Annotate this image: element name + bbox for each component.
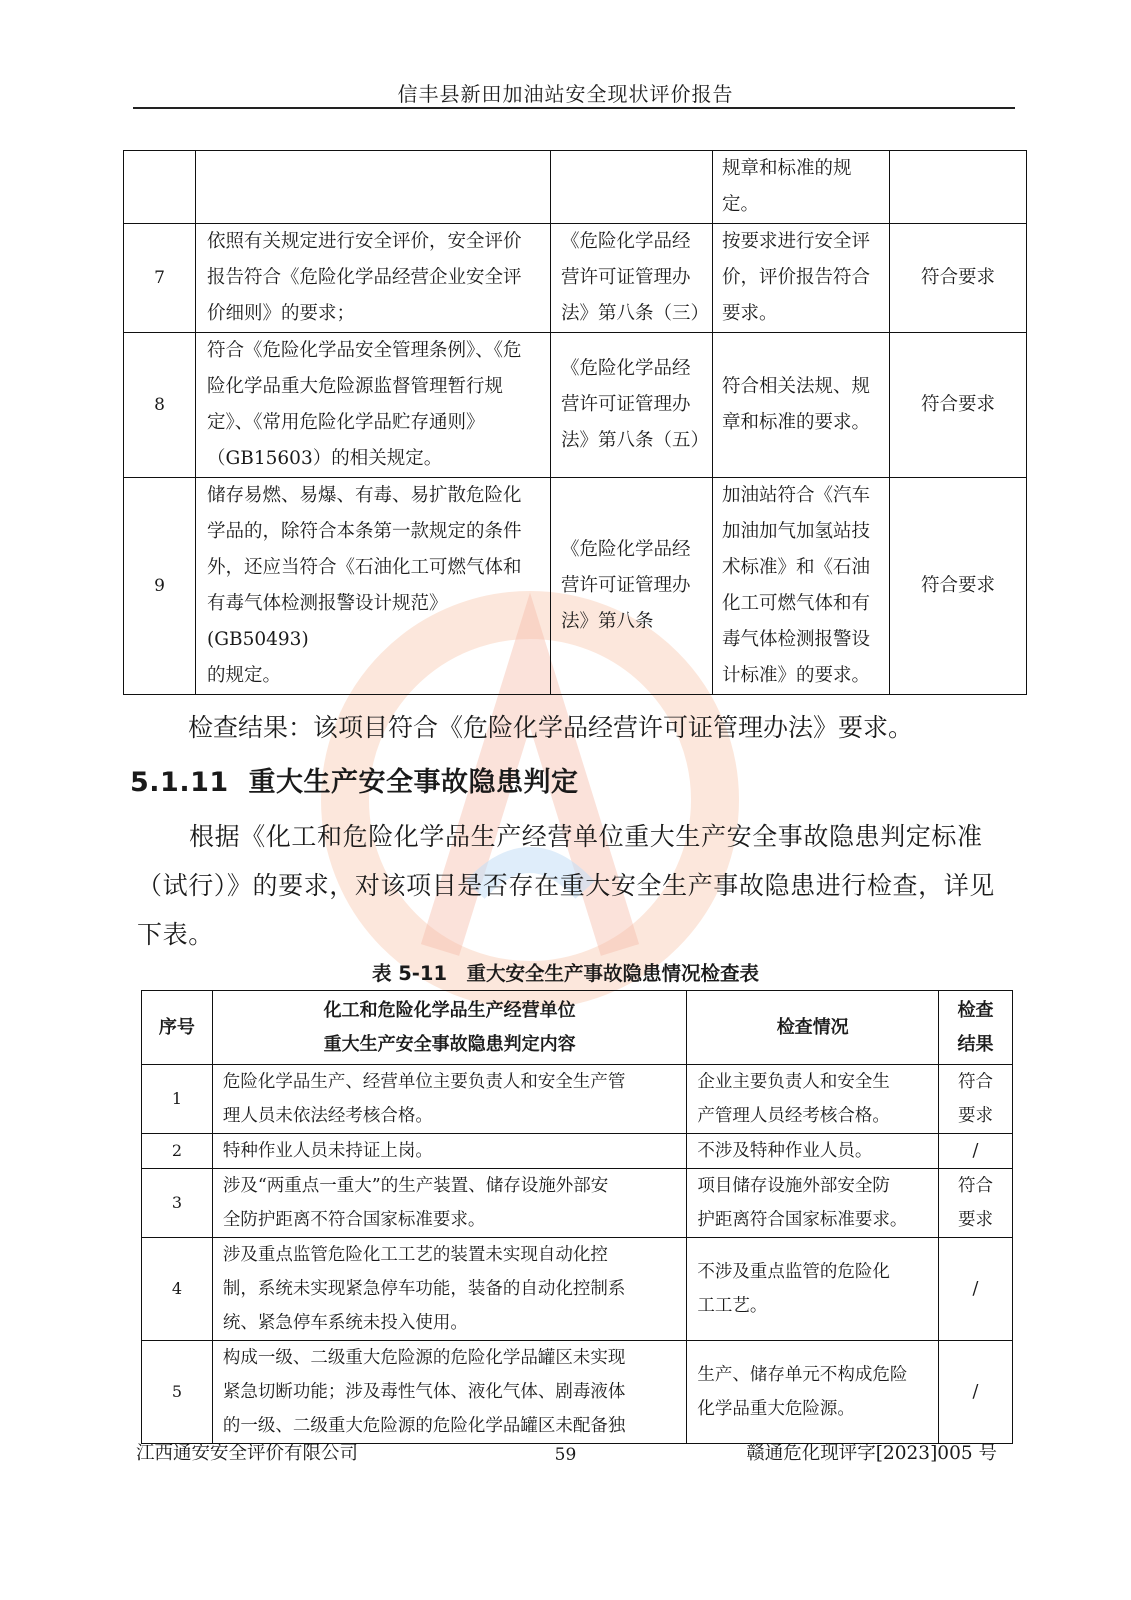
result-cell [939, 1169, 1013, 1238]
footer-company: 江西通安安全评价有限公司 [136, 1443, 359, 1464]
situation-line: 化学品重大危险源。 [697, 1399, 855, 1419]
header-content [212, 991, 687, 1065]
content-line: 涉及重点监管危险化工工艺的装置未实现自动化控 [222, 1245, 608, 1265]
requirement-line: （GB15603）的相关规定。 [207, 448, 443, 469]
table-row [124, 151, 1027, 224]
result-line: 要求 [958, 1106, 993, 1126]
license-check-table-continued [123, 150, 1027, 695]
basis-line: 《危险化学品经 [561, 539, 691, 560]
basis-line: 法》第八条（五） [561, 430, 710, 451]
requirement-line: 学品的，除符合本条第一款规定的条件 [207, 521, 522, 542]
situation-line: 项目储存设施外部安全防 [697, 1176, 890, 1196]
content-cell [212, 1134, 687, 1169]
basis-cell [551, 224, 713, 333]
basis-cell [551, 478, 713, 695]
requirement-line: 报告符合《危险化学品经营企业安全评 [207, 267, 522, 288]
requirement-line: 的规定。 [207, 665, 282, 686]
content-line: 统、紧急停车系统未投入使用。 [222, 1313, 468, 1333]
situation-cell [687, 1134, 939, 1169]
header-result-line: 结果 [957, 1033, 994, 1055]
situation-line: 章和标准的要求。 [722, 412, 871, 433]
content-line: 制，系统未实现紧急停车功能，装备的自动化控制系 [222, 1279, 626, 1299]
row-number: 8 [124, 333, 196, 478]
situation-line: 企业主要负责人和安全生 [697, 1072, 890, 1092]
requirement-line: 有毒气体检测报警设计规范》(GB50493) [207, 593, 448, 650]
header-result-line: 检查 [957, 999, 994, 1021]
content-line: 的一级、二级重大危险源的危险化学品罐区未配备独 [222, 1416, 626, 1436]
situation-line: 定。 [722, 194, 760, 215]
header-content-line: 化工和危险化学品生产经营单位 [323, 999, 576, 1021]
basis-line: 营许可证管理办 [561, 267, 691, 288]
situation-line: 不涉及重点监管的危险化 [697, 1262, 890, 1282]
basis-line: 营许可证管理办 [561, 394, 691, 415]
table-row [142, 1065, 1013, 1134]
requirement-line: 价细则》的要求； [207, 303, 356, 324]
situation-cell [687, 1065, 939, 1134]
situation-cell [713, 151, 890, 224]
situation-line: 加油加气加氢站技 [722, 521, 871, 542]
row-number [124, 151, 196, 224]
result-line: 符合 [958, 1072, 993, 1092]
situation-line: 计标准》的要求。 [722, 665, 871, 686]
row-number: 2 [142, 1134, 213, 1169]
situation-line: 生产、储存单元不构成危险 [697, 1365, 908, 1385]
major-hazard-check-table [141, 990, 1013, 1444]
result-cell [939, 1134, 1013, 1169]
content-line: 全防护距离不符合国家标准要求。 [222, 1210, 486, 1230]
page-header-title: 信丰县新田加油站安全现状评价报告 [397, 82, 734, 106]
result-cell: 符合要求 [890, 333, 1027, 478]
situation-line: 符合相关法规、规 [722, 376, 871, 397]
content-line: 危险化学品生产、经营单位主要负责人和安全生产管 [222, 1072, 626, 1092]
situation-cell [687, 1341, 939, 1444]
content-line: 理人员未依法经考核合格。 [222, 1106, 433, 1126]
requirement-line: 符合《危险化学品安全管理条例》、《危 [207, 340, 522, 361]
result-line: 符合 [958, 1176, 993, 1196]
row-number: 4 [142, 1238, 213, 1341]
situation-cell [687, 1169, 939, 1238]
requirement-cell [196, 224, 551, 333]
basis-line: 《危险化学品经 [561, 231, 691, 252]
table-row [142, 1169, 1013, 1238]
requirement-line: 外，还应当符合《石油化工可燃气体和 [207, 557, 522, 578]
content-cell [212, 1065, 687, 1134]
situation-line: 加油站符合《汽车 [722, 485, 871, 506]
requirement-cell [196, 333, 551, 478]
table-row [124, 224, 1027, 333]
result-line: 要求 [958, 1210, 993, 1230]
basis-line: 法》第八条（三） [561, 303, 710, 324]
row-number: 7 [124, 224, 196, 333]
check-result-text: 检查结果：该项目符合《危险化学品经营许可证管理办法》要求。 [188, 713, 914, 742]
result-cell [939, 1065, 1013, 1134]
table-row [124, 333, 1027, 478]
situation-line: 要求。 [722, 303, 778, 324]
section-heading [130, 760, 578, 799]
header-content-line: 重大生产安全事故隐患判定内容 [323, 1033, 576, 1055]
requirement-line: 依照有关规定进行安全评价，安全评价 [207, 231, 522, 252]
content-line: 构成一级、二级重大危险源的危险化学品罐区未实现 [222, 1348, 626, 1368]
page-number: 59 [554, 1445, 577, 1465]
situation-line: 不涉及特种作业人员。 [697, 1141, 873, 1161]
table-caption: 表 5-11 重大安全生产事故隐患情况检查表 [371, 962, 760, 985]
content-line: 特种作业人员未持证上岗。 [222, 1141, 433, 1161]
result-line: / [972, 1382, 979, 1402]
table-row [124, 478, 1027, 695]
row-number: 3 [142, 1169, 213, 1238]
situation-cell [713, 224, 890, 333]
table-row [142, 1134, 1013, 1169]
table-header-row [142, 991, 1013, 1065]
content-line: 涉及“两重点一重大”的生产装置、储存设施外部安 [222, 1176, 609, 1196]
result-cell [890, 151, 1027, 224]
requirement-cell [196, 151, 551, 224]
situation-line: 化工可燃气体和有 [722, 593, 871, 614]
situation-line: 护距离符合国家标准要求。 [697, 1210, 908, 1230]
situation-cell [713, 333, 890, 478]
content-cell [212, 1341, 687, 1444]
basis-line: 《危险化学品经 [561, 358, 691, 379]
result-line: / [972, 1279, 979, 1299]
requirement-line: 定》、《常用危险化学品贮存通则》 [207, 412, 485, 433]
result-line: / [972, 1141, 979, 1161]
content-cell [212, 1238, 687, 1341]
basis-line: 法》第八条 [561, 611, 654, 632]
content-line: 紧急切断功能；涉及毒性气体、液化气体、剧毒液体 [222, 1382, 626, 1402]
table-row [142, 1238, 1013, 1341]
header-situation: 检查情况 [687, 991, 939, 1065]
requirement-cell [196, 478, 551, 695]
situation-line: 术标准》和《石油 [722, 557, 871, 578]
header-no: 序号 [142, 991, 213, 1065]
situation-line: 规章和标准的规 [722, 158, 852, 179]
result-cell [939, 1341, 1013, 1444]
requirement-line: 险化学品重大危险源监督管理暂行规 [207, 376, 504, 397]
section-title: 重大生产安全事故隐患判定 [248, 767, 579, 798]
row-number: 5 [142, 1341, 213, 1444]
result-cell: 符合要求 [890, 224, 1027, 333]
header-result [939, 991, 1013, 1065]
basis-cell [551, 151, 713, 224]
table-row [142, 1341, 1013, 1444]
situation-line: 毒气体检测报警设 [722, 629, 871, 650]
basis-line: 营许可证管理办 [561, 575, 691, 596]
situation-cell [713, 478, 890, 695]
result-cell [939, 1238, 1013, 1341]
basis-cell [551, 333, 713, 478]
situation-line: 按要求进行安全评 [722, 231, 871, 252]
row-number: 1 [142, 1065, 213, 1134]
footer-document-number: 赣通危化现评字[2023]005 号 [746, 1443, 997, 1464]
situation-line: 工工艺。 [697, 1296, 768, 1316]
header-divider [133, 107, 1015, 109]
row-number: 9 [124, 478, 196, 695]
content-cell [212, 1169, 687, 1238]
intro-paragraph: 根据《化工和危险化学品生产经营单位重大生产安全事故隐患判定标准（试行）》的要求，对该项目是否存在重大安全生产事故隐患进行检查，详见下表。 [137, 822, 995, 949]
requirement-line: 储存易燃、易爆、有毒、易扩散危险化 [207, 485, 522, 506]
section-number: 5.1.11 [130, 767, 229, 798]
situation-cell [687, 1238, 939, 1341]
situation-line: 价，评价报告符合 [722, 267, 871, 288]
situation-line: 产管理人员经考核合格。 [697, 1106, 890, 1126]
result-cell: 符合要求 [890, 478, 1027, 695]
